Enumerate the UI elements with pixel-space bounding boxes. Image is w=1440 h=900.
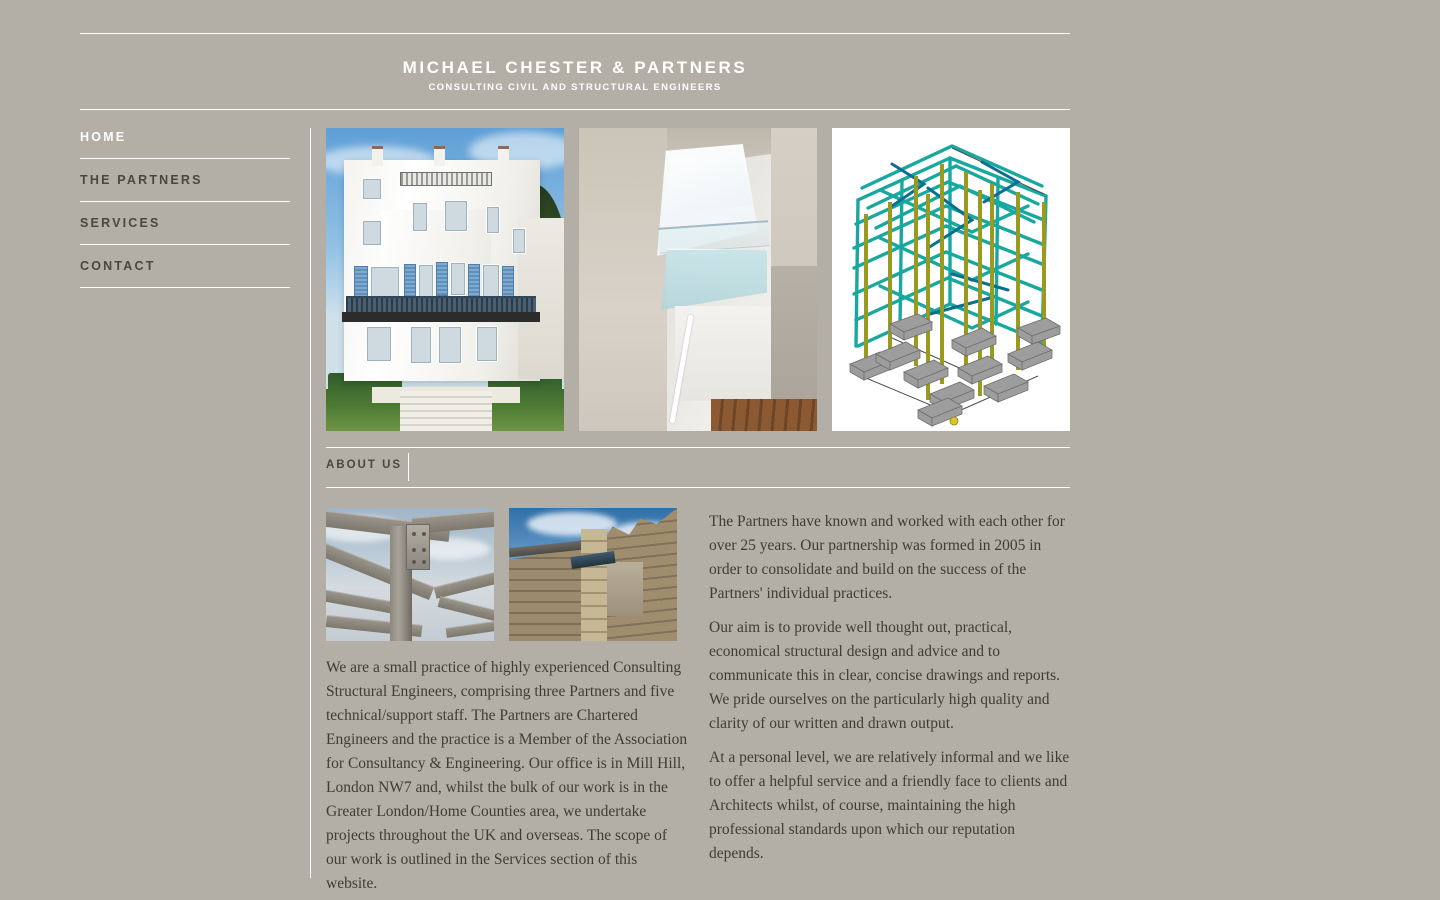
brickwork-toothing-photo <box>509 508 677 641</box>
white-villa-exterior-photo <box>326 128 564 431</box>
frame-diagram-svg <box>832 128 1070 431</box>
about-thumbnail-row <box>326 508 677 641</box>
steel-beam-connection-photo <box>326 508 494 641</box>
about-left-column <box>326 656 688 900</box>
about-section-label: ABOUT US <box>326 459 403 471</box>
nav-item-contact[interactable]: CONTACT <box>80 245 290 288</box>
about-left-paragraph-1: We are a small practice of highly experienced Consulting Structural Engineers, comprising three Partners and five technical/support staff. The Partners are Chartered Engineers and the practice is a Member of the Association for Consultancy & Engineering. Our office is in Mill Hill, London NW7 and, whilst the bulk of our work is in the Greater London/Home Counties area, we undertake projects throughout the UK and overseas. The scope of our work is outlined in the Services section of this website. <box>326 659 688 892</box>
structural-frame-3d-model <box>832 128 1070 431</box>
site-subtitle: CONSULTING CIVIL AND STRUCTURAL ENGINEERS <box>428 82 722 93</box>
about-section-divider-tick <box>408 453 409 481</box>
header-bottom-rule <box>80 109 1070 110</box>
content-vertical-divider <box>310 128 311 878</box>
site-title: MICHAEL CHESTER & PARTNERS <box>402 58 748 77</box>
stairwell-interior-photo <box>579 128 817 431</box>
about-right-column <box>709 510 1071 876</box>
about-right-paragraph-2: Our aim is to provide well thought out, practical, economical structural design and advice and to communicate this in clear, concise drawings and reports. We pride ourselves on the particularly high quality and clarity of our written and drawn output. <box>709 619 1061 732</box>
nav-item-services[interactable]: SERVICES <box>80 202 290 245</box>
about-right-paragraph-3: At a personal level, we are relatively informal and we like to offer a helpful service and a friendly face to clients and Architects whilst, of course, maintaining the high professional standards upon which our reputation depends. <box>709 749 1070 862</box>
about-section-bottom-rule <box>326 487 1070 488</box>
about-section-top-rule <box>326 447 1070 448</box>
about-right-paragraph-1: The Partners have known and worked with each other for over 25 years. Our partnership was formed in 2005 in order to consolidate and build on the success of the Partners' individual practices. <box>709 513 1065 602</box>
main-navigation <box>80 116 290 288</box>
nav-item-home[interactable]: HOME <box>80 116 290 159</box>
hero-image-strip <box>326 128 1070 431</box>
site-header <box>80 34 1070 94</box>
nav-item-the-partners[interactable]: THE PARTNERS <box>80 159 290 202</box>
